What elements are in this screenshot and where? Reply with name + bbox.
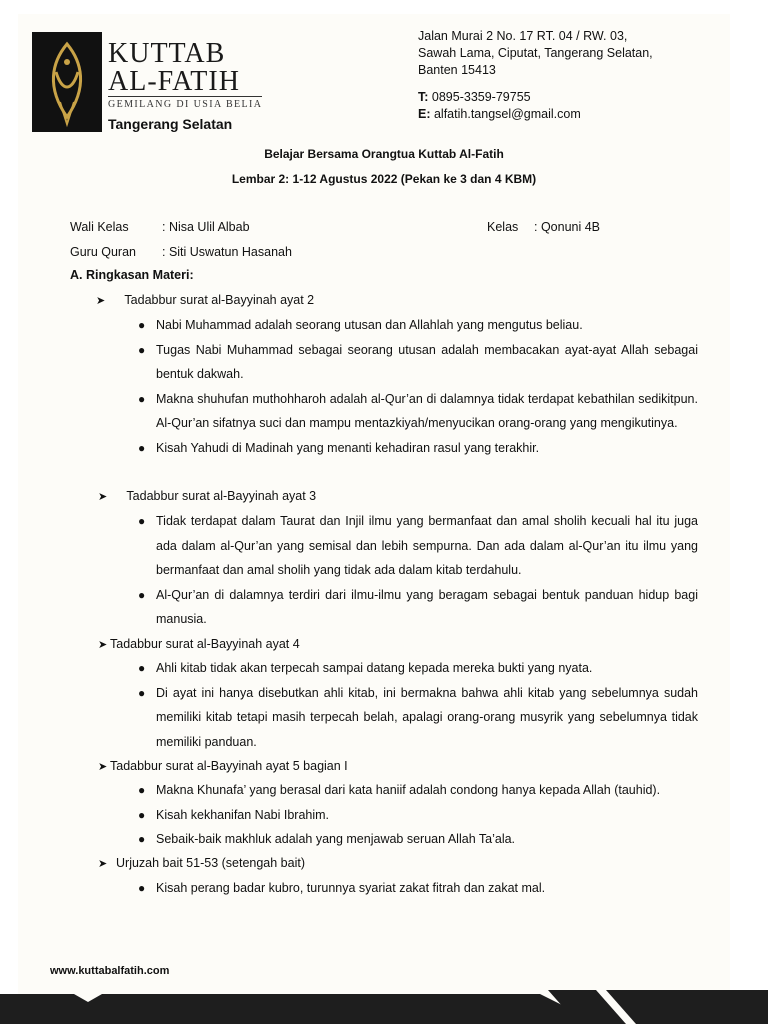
list-item: ● Tidak terdapat dalam Taurat dan Injil ilmu yang bermanfaat dan amal sholih kecuali hal itu juga ada dalam al-Qur’an yang semisal dan lebih sempurna. Dan ada dalam al-Qur’an itu ilmu yang bermanfaat dan amal sholih yang tidak ada dalam kitab terdahulu. [138,509,698,583]
bullet-dot-icon: ● [138,342,146,357]
topic-bullet-list [138,509,698,632]
topic-title: Urjuzah bait 51-53 (setengah bait) [116,856,306,870]
bullet-dot-icon: ● [138,661,146,675]
bullet-dot-icon: ● [138,832,146,846]
brand-name-line1: KUTTAB [108,38,226,69]
email-line [418,106,653,123]
topic-bullet-list [138,778,698,852]
list-item: ● Nabi Muhammad adalah seorang utusan dan Allahlah yang mengutus beliau. [138,313,698,338]
list-item: ● Al-Qur’an di dalamnya terdiri dari ilmu-ilmu yang beragam sebagai bentuk panduan hidup bagi manusia. [138,583,698,632]
email-value: alfatih.tangsel@gmail.com [433,107,581,121]
bullet-dot-icon: ● [138,318,146,332]
document-title: Belajar Bersama Orangtua Kuttab Al-Fatih [264,147,504,161]
bullet-dot-icon: ● [138,881,146,895]
brand-city: Tangerang Selatan [108,116,233,132]
topic-heading [98,856,305,870]
bullet-dot-icon: ● [138,783,146,797]
guru-quran-label: Guru Quran [70,245,137,259]
topic-heading [98,759,348,773]
kuttab-logo [32,32,102,132]
bullet-dot-icon: ● [138,391,146,406]
arrow-bullet-icon: ➤ [98,639,108,651]
list-item: ● Ahli kitab tidak akan terpecah sampai datang kepada mereka bukti yang nyata. [138,656,698,681]
list-item: ● Tugas Nabi Muhammad sebagai seorang utusan adalah membacakan ayat-ayat Allah sebagai bentuk dakwah. [138,338,698,387]
section-heading: A. Ringkasan Materi: [70,268,194,282]
bullet-dot-icon: ● [138,587,146,602]
list-item: ● Kisah kekhanifan Nabi Ibrahim. [138,803,698,828]
topic-title: Tadabbur surat al-Bayyinah ayat 2 [124,293,315,307]
brand-block [108,40,262,132]
topic-title: Tadabbur surat al-Bayyinah ayat 5 bagian I [110,759,348,773]
brand-tagline: GEMILANG DI USIA BELIA [108,99,263,110]
address-line-3: Banten 15413 [418,63,496,77]
topic-title: Tadabbur surat al-Bayyinah ayat 4 [110,637,300,651]
brand-name-line2: AL-FATIH [108,68,262,97]
list-item: ● Sebaik-baik makhluk adalah yang menjawab seruan Allah Ta’ala. [138,827,698,852]
bullet-dot-icon: ● [138,685,146,700]
phone-value: 0895-3359-79755 [431,90,531,104]
list-item: ● Makna shuhufan muthohharoh adalah al-Qur’an di dalamnya tidak terdapat kebathilan sedikitpun. Al-Qur’an sifatnya suci dan mampu mentazkiyah/menyucikan orang-orang yang mengikutinya. [138,387,698,436]
bullet-dot-icon: ● [138,514,146,528]
kelas-value: : Qonuni 4B [534,220,601,234]
phone-label: T: [418,90,429,104]
topic-bullet-list [138,313,698,460]
guru-quran-value: : Siti Uswatun Hasanah [162,245,292,259]
list-item: ● Makna Khunafa’ yang berasal dari kata haniif adalah condong hanya kepada Allah (tauhid). [138,778,698,803]
list-item: ● Kisah perang badar kubro, turunnya syariat zakat fitrah dan zakat mal. [138,876,698,901]
topic-heading [96,293,314,307]
topic-bullet-list [138,876,698,901]
footer-band [0,990,768,1024]
arrow-bullet-icon: ➤ [98,761,108,773]
list-item: ● Di ayat ini hanya disebutkan ahli kitab, ini bermakna bahwa ahli kitab yang sebelumnya sudah memiliki kitab tetapi masih terpecah belah, apalagi orang-orang musyrik yang sebelumnya tidak memiliki panduan. [138,681,698,755]
address-line-2: Sawah Lama, Ciputat, Tangerang Selatan, [418,46,653,60]
email-label: E: [418,107,431,121]
wali-kelas-label: Wali Kelas [70,220,129,234]
bullet-dot-icon: ● [138,440,146,455]
kelas-label: Kelas [487,220,519,234]
topic-bullet-list [138,656,698,754]
address-line-1: Jalan Murai 2 No. 17 RT. 04 / RW. 03, [418,29,628,43]
topic-title: Tadabbur surat al-Bayyinah ayat 3 [126,489,317,503]
footer-url: www.kuttabalfatih.com [50,965,170,977]
list-item: ● Kisah Yahudi di Madinah yang menanti kehadiran rasul yang terakhir. [138,436,698,461]
phone-line [418,89,653,106]
arrow-bullet-icon: ➤ [98,491,108,503]
wali-kelas-value: : Nisa Ulil Albab [162,220,250,234]
document-subtitle: Lembar 2: 1-12 Agustus 2022 (Pekan ke 3 dan 4 KBM) [231,172,537,186]
address-block [418,28,653,123]
arrow-bullet-icon: ➤ [96,295,106,307]
arrow-bullet-icon: ➤ [98,858,108,870]
topic-heading [98,489,316,503]
topic-heading [98,637,300,651]
bullet-dot-icon: ● [138,807,146,822]
